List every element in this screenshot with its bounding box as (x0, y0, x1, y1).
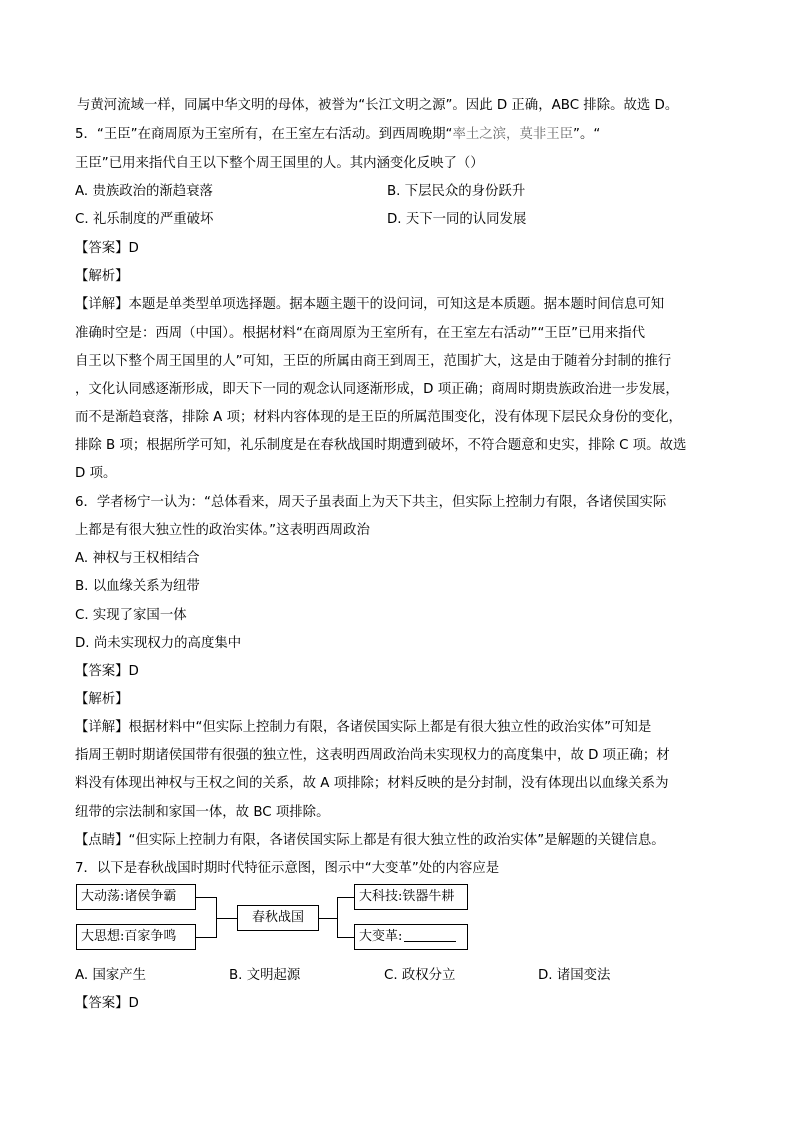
q6-stem-line-2: 上都是有很大独立性的政治实体。”这表明西周政治 (75, 523, 370, 538)
q5-stem-line-1 (75, 126, 600, 144)
connector-right-vertical (337, 897, 338, 938)
connector-right-top (337, 897, 354, 898)
q5-detail-line-4: ，文化认同感逐渐形成，即天下一同的观念认同逐渐形成，D 项正确；商周时期贵族政治进一步发展， (75, 382, 679, 397)
q5-option-a: A. 贵族政治的渐趋衰落 (75, 184, 213, 199)
q5-stem-part-b: ”。“ (573, 127, 601, 142)
q7-option-b: B. 文明起源 (229, 968, 301, 983)
q5-analysis-heading: 【解析】 (75, 269, 129, 284)
q5-detail-line-1: 【详解】本题是单类型单项选择题。据本题主题干的设问词，可知这是本质题。据本题时间信息可知 (75, 297, 665, 312)
q5-detail-line-5: 而不是渐趋衰落，排除 A 项；材料内容体现的是王臣的所属范围变化，没有体现下层民众身份的变化， (75, 410, 682, 425)
q6-option-d: D. 尚未实现权力的高度集中 (75, 636, 242, 651)
q6-option-b: B. 以血缘关系为纽带 (75, 579, 200, 594)
diagram-box-left-bottom: 大思想:百家争鸣 (76, 924, 196, 950)
q5-option-c: C. 礼乐制度的严重破坏 (75, 212, 214, 227)
q7-option-c: C. 政权分立 (384, 968, 456, 983)
diagram-box-right-bottom (354, 924, 468, 950)
connector-left-top (196, 897, 216, 898)
q6-detail-line-1: 【详解】根据材料中“但实际上控制力有限，各诸侯国实际上都是有很大独立性的政治实体”可知是 (75, 720, 652, 735)
connector-left-bottom (196, 937, 216, 938)
q7-answer: 【答案】D (75, 996, 139, 1011)
q5-stem-line-2: 王臣”已用来指代自王以下整个周王国里的人。其内涵变化反映了（） (75, 156, 484, 171)
q5-detail-line-7: D 项。 (75, 466, 117, 481)
diagram-box-right-top: 大科技:铁器牛耕 (354, 884, 468, 910)
intro-line-1: 与黄河流域一样，同属中华文明的母体，被誉为“长江文明之源”。因此 D 正确，ABC 排除。故选 D。 (77, 98, 679, 113)
q5-detail-line-6: 排除 B 项；根据所学可知，礼乐制度是在春秋战国时期遭到破坏，不符合题意和史实，排除 C 项。故选 (75, 438, 687, 453)
q5-detail-line-2: 准确时空是：西周（中国）。根据材料“在商周原为王室所有，在王室左右活动”“王臣”已用来指代 (75, 326, 646, 341)
q7-option-d: D. 诸国变法 (538, 968, 611, 983)
q6-detail-line-2: 指周王朝时期诸侯国带有很强的独立性，这表明西周政治尚未实现权力的高度集中，故 D 项正确；材 (75, 748, 670, 763)
q5-stem-quote: 率土之滨，莫非王臣 (452, 127, 574, 142)
diagram-answer-blank (404, 927, 456, 942)
diagram-right-bottom-label: 大变革: (359, 929, 403, 944)
q7-option-a: A. 国家产生 (75, 968, 146, 983)
connector-left-center (216, 918, 237, 919)
q5-answer: 【答案】D (75, 241, 139, 256)
connector-right-bottom (337, 937, 354, 938)
q6-detail-line-4: 纽带的宗法制和家国一体，故 BC 项排除。 (75, 805, 330, 820)
q5-stem-part-a: 5．“王臣”在商周原为王室所有，在王室左右活动。到西周晚期“ (75, 127, 453, 142)
q6-tip: 【点睛】“但实际上控制力有限，各诸侯国实际上都是有很大独立性的政治实体”是解题的关键信息。 (75, 833, 665, 848)
q5-option-b: B. 下层民众的身份跃升 (387, 184, 526, 199)
diagram-box-left-top: 大动荡:诸侯争霸 (76, 884, 196, 910)
q7-stem: 7．以下是春秋战国时期时代特征示意图，图示中“大变革”处的内容应是 (75, 861, 500, 876)
q6-answer: 【答案】D (75, 664, 139, 679)
q5-option-d: D. 天下一同的认同发展 (387, 212, 527, 227)
q6-option-c: C. 实现了家国一体 (75, 608, 187, 623)
diagram-box-center: 春秋战国 (237, 905, 319, 931)
q6-option-a: A. 神权与王权相结合 (75, 551, 200, 566)
connector-right-center (319, 918, 337, 919)
q6-detail-line-3: 料没有体现出神权与王权之间的关系，故 A 项排除；材料反映的是分封制，没有体现出以血缘关系为 (75, 776, 669, 791)
q6-analysis-heading: 【解析】 (75, 692, 129, 707)
q5-detail-line-3: 自王以下整个周王国里的人”可知，王臣的所属由商王到周王，范围扩大，这是由于随着分封制的推行 (75, 354, 672, 369)
q6-stem-line-1: 6．学者杨宁一认为：“总体看来，周天子虽表面上为天下共主，但实际上控制力有限，各诸侯国实际 (75, 495, 667, 510)
